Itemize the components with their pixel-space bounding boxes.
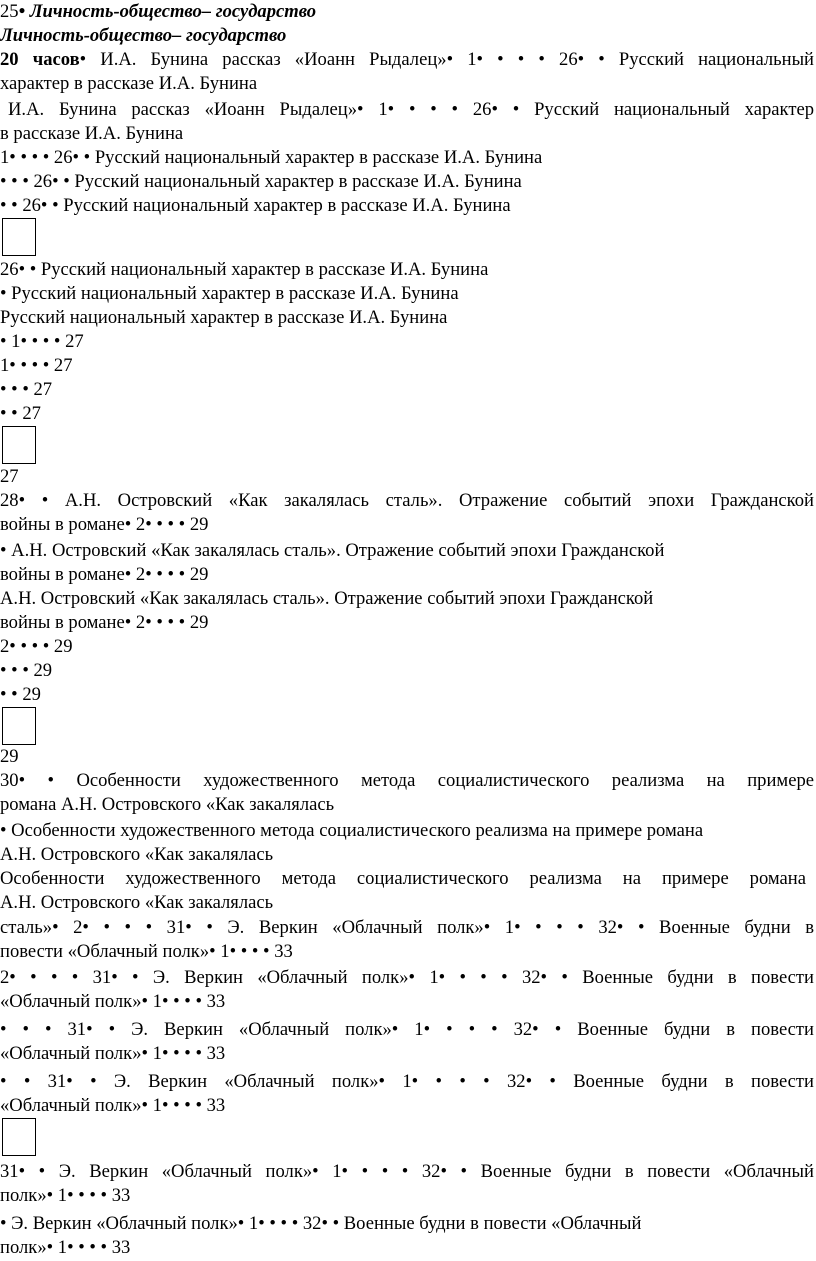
text-line: • • • 27 bbox=[0, 379, 53, 400]
text-line: • А.Н. Островский «Как закалялась сталь». Отражение событий эпохи Гражданской bbox=[0, 540, 665, 561]
text-line: • Русский национальный характер в рассказе И.А. Бунина bbox=[0, 283, 459, 304]
text-line: «Облачный полк»• 1• • • • 33 bbox=[0, 1095, 226, 1116]
text-line: • • 26• • Русский национальный характер в рассказе И.А. Бунина bbox=[0, 195, 511, 216]
text-line: полк»• 1• • • • 33 bbox=[0, 1237, 131, 1258]
section-number: 25 bbox=[0, 1, 19, 22]
text-line: • • • 31• • Э. Веркин «Облачный полк»• 1• • • • 32• • Военные будни в повести bbox=[0, 1019, 814, 1040]
text-line: 31• • Э. Веркин «Облачный полк»• 1• • • • 32• • Военные будни в повести «Облачный bbox=[0, 1161, 814, 1182]
text-line: • • 27 bbox=[0, 403, 41, 424]
text-line: • • • 29 bbox=[0, 660, 53, 681]
text-line: 2• • • • 31• • Э. Веркин «Облачный полк»• 1• • • • 32• • Военные будни в повести bbox=[0, 967, 814, 988]
text-line: сталь»• 2• • • • 31• • Э. Веркин «Облачный полк»• 1• • • • 32• • Военные будни в bbox=[0, 917, 814, 938]
text-line: • • 31• • Э. Веркин «Облачный полк»• 1• • • • 32• • Военные будни в повести bbox=[0, 1071, 814, 1092]
text-line: войны в романе• 2• • • • 29 bbox=[0, 514, 209, 535]
text-line: полк»• 1• • • • 33 bbox=[0, 1185, 131, 1206]
text-line: войны в романе• 2• • • • 29 bbox=[0, 564, 209, 585]
text-line: И.А. Бунина рассказ «Иоанн Рыдалец»• 1• • • • 26• • Русский национальный характер bbox=[8, 99, 814, 120]
text-line: Особенности художественного метода социалистического реализма на примере романа bbox=[0, 868, 806, 889]
text-line: 28• • А.Н. Островский «Как закалялась сталь». Отражение событий эпохи Гражданской bbox=[0, 490, 814, 511]
text-line: 30• • Особенности художественного метода социалистического реализма на примере bbox=[0, 770, 814, 791]
text-line: «Облачный полк»• 1• • • • 33 bbox=[0, 991, 226, 1012]
text-line: войны в романе• 2• • • • 29 bbox=[0, 612, 209, 633]
empty-box bbox=[2, 218, 36, 256]
text-line: Русский национальный характер в рассказе И.А. Бунина bbox=[0, 307, 448, 328]
hours-label: 20 часов bbox=[0, 49, 80, 70]
text-line: 1• • • • 26• • Русский национальный характер в рассказе И.А. Бунина bbox=[0, 147, 543, 168]
text-line: • • • 26• • Русский национальный характер в рассказе И.А. Бунина bbox=[0, 171, 522, 192]
text-line: 2• • • • 29 bbox=[0, 636, 73, 657]
text-line: • Э. Веркин «Облачный полк»• 1• • • • 32• • Военные будни в повести «Облачный bbox=[0, 1213, 642, 1234]
empty-box bbox=[2, 707, 36, 745]
text-line: • 1• • • • 27 bbox=[0, 331, 84, 352]
text-line: 26• • Русский национальный характер в рассказе И.А. Бунина bbox=[0, 259, 489, 280]
text-fragment: • И.А. Бунина рассказ «Иоанн Рыдалец»• 1• • • • 26• • Русский национальный bbox=[79, 49, 815, 70]
text-line: повести «Облачный полк»• 1• • • • 33 bbox=[0, 941, 293, 962]
text-line: А.Н. Островского «Как закалялась bbox=[0, 892, 274, 913]
text-line bbox=[0, 48, 814, 72]
empty-box bbox=[2, 1118, 36, 1156]
empty-box bbox=[2, 426, 36, 464]
text-line: в рассказе И.А. Бунина bbox=[0, 123, 184, 144]
text-line: характер в рассказе И.А. Бунина bbox=[0, 73, 258, 94]
heading-line bbox=[0, 0, 816, 24]
text-line: 29 bbox=[0, 746, 19, 767]
section-title-repeat: Личность-общество– государство bbox=[0, 25, 287, 46]
text-line: 27 bbox=[0, 466, 19, 487]
text-line: А.Н. Островский «Как закалялась сталь». Отражение событий эпохи Гражданской bbox=[0, 588, 654, 609]
text-line: • • 29 bbox=[0, 684, 41, 705]
text-line: • Особенности художественного метода социалистического реализма на примере романа bbox=[0, 820, 704, 841]
text-line: А.Н. Островского «Как закалялась bbox=[0, 844, 274, 865]
text-line: «Облачный полк»• 1• • • • 33 bbox=[0, 1043, 226, 1064]
section-title: • Личность-общество– государство bbox=[18, 1, 317, 22]
text-line: романа А.Н. Островского «Как закалялась bbox=[0, 794, 335, 815]
text-line: 1• • • • 27 bbox=[0, 355, 73, 376]
